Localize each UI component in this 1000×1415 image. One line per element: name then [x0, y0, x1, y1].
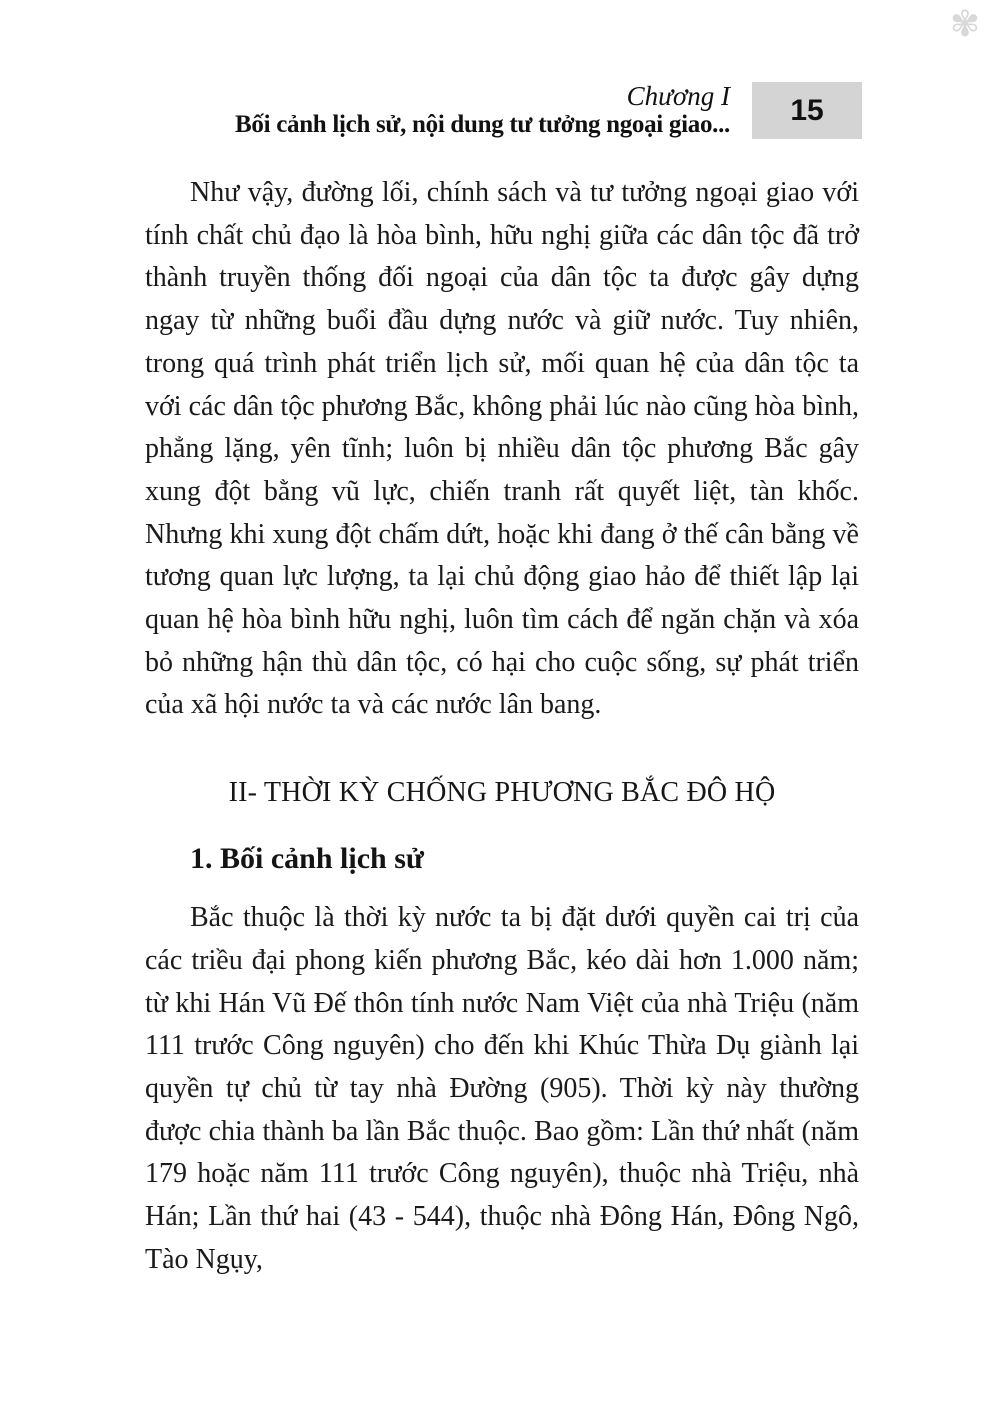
paragraph-2: Bắc thuộc là thời kỳ nước ta bị đặt dưới quyền cai trị của các triều đại phong kiến phương Bắc, kéo dài hơn 1.000 năm; từ khi Hán Vũ Đế thôn tính nước Nam Việt của nhà Triệu (năm 111 trước Công nguyên) cho đến khi Khúc Thừa Dụ giành lại quyền tự chủ từ tay nhà Đường (905). Thời kỳ này thường được chia thành ba lần Bắc thuộc. Bao gồm: Lần thứ nhất (năm 179 hoặc năm 111 trước Công nguyên), thuộc nhà Triệu, nhà Hán; Lần thứ hai (43 - 544), thuộc nhà Đông Hán, Đông Ngô, Tào Ngụy,	[145, 902, 859, 1275]
section-heading: II- THỜI KỲ CHỐNG PHƯƠNG BẮC ĐÔ HỘ	[228, 777, 776, 809]
flower-ornament-icon: ✾	[949, 4, 980, 44]
running-head-text	[145, 82, 730, 139]
page-header	[145, 82, 862, 139]
running-head-subtitle: Bối cảnh lịch sử, nội dung tư tưởng ngoại giao...	[235, 111, 730, 138]
page-content	[145, 172, 859, 1281]
page-number: 15	[790, 93, 824, 127]
page-number-badge	[752, 82, 862, 139]
subsection-heading: 1. Bối cảnh lịch sử	[190, 842, 424, 876]
chapter-label: Chương I	[626, 81, 730, 111]
paragraph-1: Như vậy, đường lối, chính sách và tư tưởng ngoại giao với tính chất chủ đạo là hòa bình, hữu nghị giữa các dân tộc đã trở thành truyền thống đối ngoại của dân tộc ta được gây dựng ngay từ những buổi đầu dựng nước và giữ nước. Tuy nhiên, trong quá trình phát triển lịch sử, mối quan hệ của dân tộc ta với các dân tộc phương Bắc, không phải lúc nào cũng hòa bình, phẳng lặng, yên tĩnh; luôn bị nhiều dân tộc phương Bắc gây xung đột bằng vũ lực, chiến tranh rất quyết liệt, tàn khốc. Nhưng khi xung đột chấm dứt, hoặc khi đang ở thế cân bằng về tương quan lực lượng, ta lại chủ động giao hảo để thiết lập lại quan hệ hòa bình hữu nghị, luôn tìm cách để ngăn chặn và xóa bỏ những hận thù dân tộc, có hại cho cuộc sống, sự phát triển của xã hội nước ta và các nước lân bang.	[145, 177, 859, 721]
